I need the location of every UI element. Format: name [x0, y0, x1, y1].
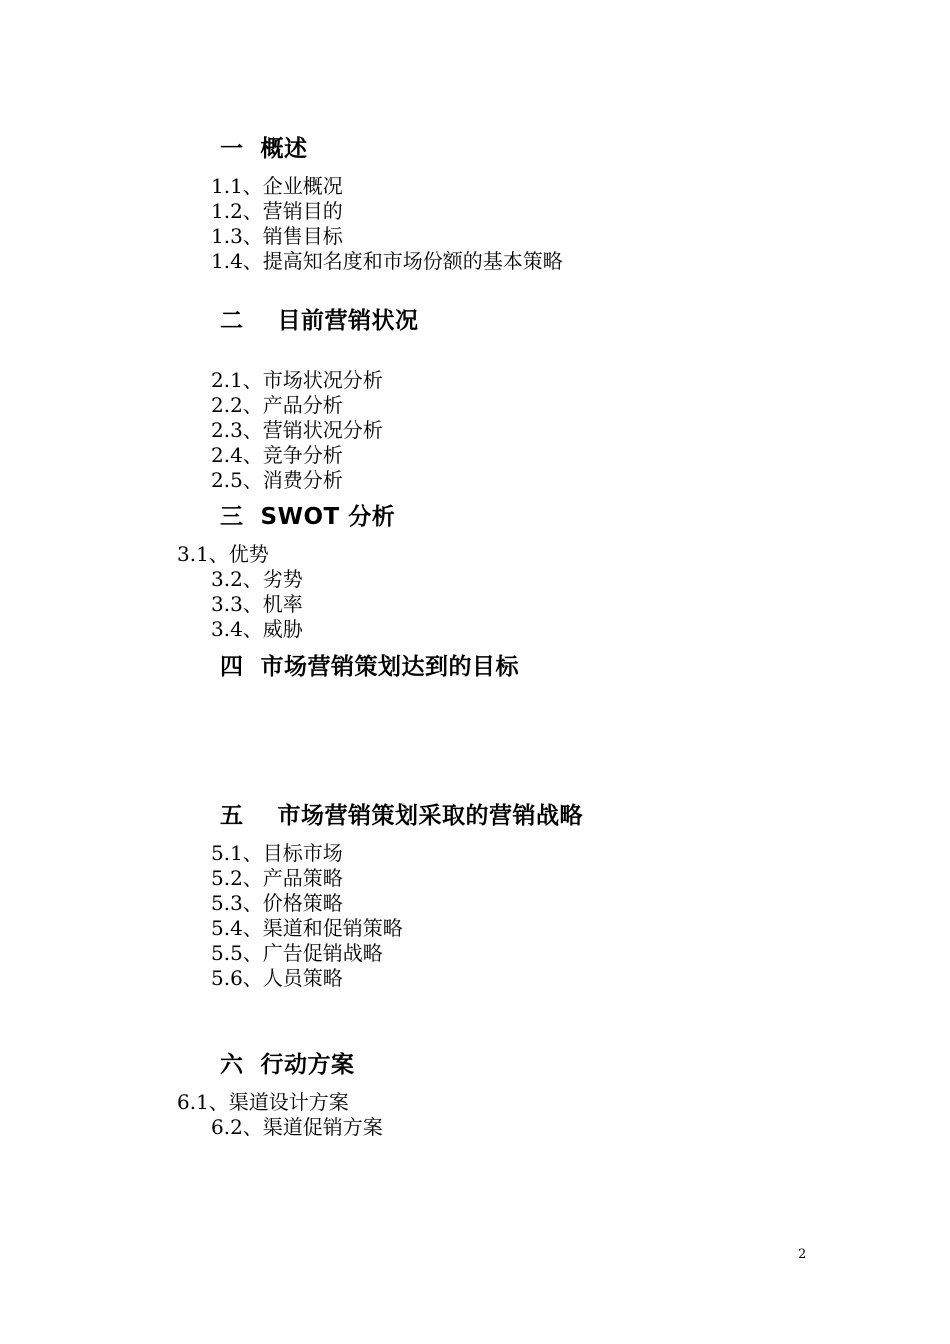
toc-item-1-4: 1.4、提高知名度和市场份额的基本策略: [211, 249, 563, 273]
toc-item-5-5: 5.5、广告促销战略: [211, 941, 383, 965]
toc-item-1-1: 1.1、企业概况: [211, 174, 343, 198]
section-heading-4: 四 市场营销策划达到的目标: [220, 654, 520, 680]
toc-item-5-1: 5.1、目标市场: [211, 841, 343, 865]
toc-item-1-2: 1.2、营销目的: [211, 199, 343, 223]
toc-item-1-3: 1.3、销售目标: [211, 224, 343, 248]
section-heading-5: 五 市场营销策划采取的营销战略: [220, 803, 584, 829]
toc-item-6-1: 6.1、渠道设计方案: [177, 1090, 349, 1114]
toc-item-2-1: 2.1、市场状况分析: [211, 368, 383, 392]
toc-item-5-6: 5.6、人员策略: [211, 966, 343, 990]
section-heading-6: 六 行动方案: [220, 1052, 355, 1078]
section-heading-2: 二 目前营销状况: [220, 308, 419, 334]
toc-item-2-2: 2.2、产品分析: [211, 393, 343, 417]
toc-item-2-4: 2.4、竞争分析: [211, 443, 343, 467]
section-heading-1: 一 概述: [220, 136, 308, 162]
toc-item-2-5: 2.5、消费分析: [211, 468, 343, 492]
toc-item-5-4: 5.4、渠道和促销策略: [211, 916, 403, 940]
toc-item-5-2: 5.2、产品策略: [211, 866, 343, 890]
section-heading-3: 三 SWOT 分析: [220, 504, 396, 530]
toc-item-6-2: 6.2、渠道促销方案: [211, 1115, 383, 1139]
toc-item-3-1: 3.1、优势: [177, 542, 269, 566]
toc-item-3-4: 3.4、威胁: [211, 617, 303, 641]
toc-item-3-3: 3.3、机率: [211, 592, 303, 616]
toc-item-5-3: 5.3、价格策略: [211, 891, 343, 915]
page-number: 2: [798, 1247, 807, 1262]
toc-item-3-2: 3.2、劣势: [211, 567, 303, 591]
toc-item-2-3: 2.3、营销状况分析: [211, 418, 383, 442]
